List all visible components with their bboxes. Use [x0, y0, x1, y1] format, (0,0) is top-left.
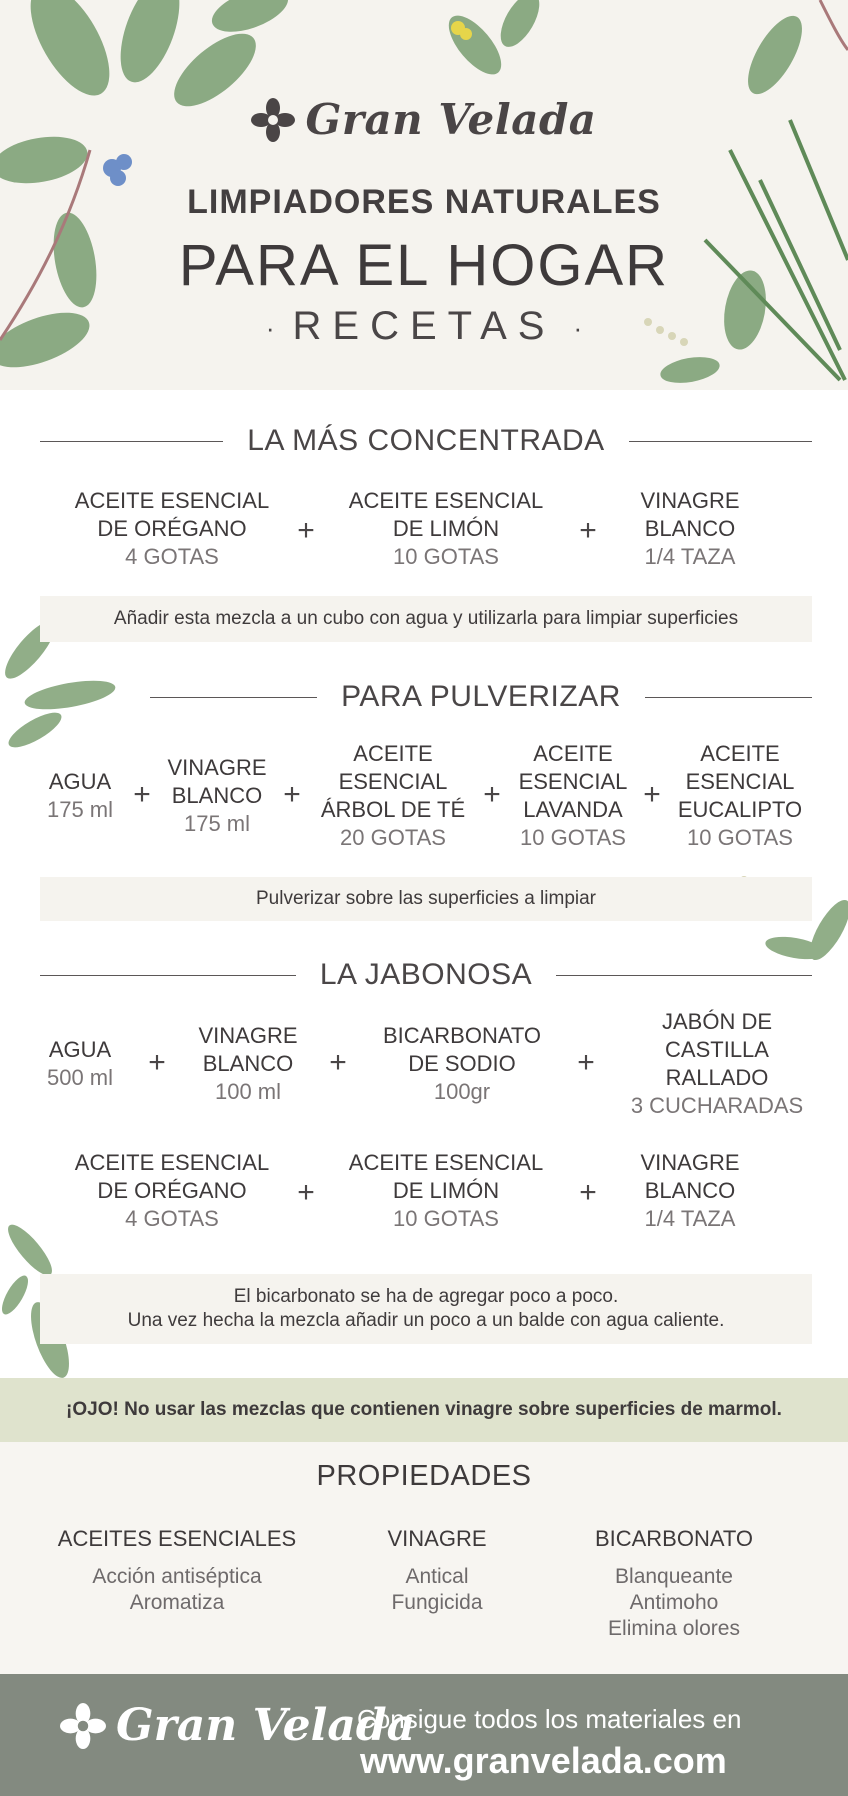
section-title: LA JABONOSA [319, 958, 533, 991]
divider-right [629, 441, 812, 442]
title-dot-right: · [573, 312, 583, 343]
ingredient: ACEITE ESENCIAL DE LIMÓN 10 GOTAS [348, 488, 544, 569]
property-column: BICARBONATO Blanqueante Antimoho Elimina olores [594, 1526, 754, 1640]
plus-sign: + [148, 1046, 166, 1079]
title-line-2: PARA EL HOGAR [178, 233, 670, 298]
properties-section [0, 1442, 848, 1674]
property-column: ACEITES ESENCIALES Acción antiséptica Aromatiza [57, 1526, 297, 1614]
brand-name: Gran Velada [305, 95, 597, 144]
ingredient: ACEITE ESENCIAL EUCALIPTO 10 GOTAS [677, 741, 803, 850]
flower-logo-icon [251, 98, 295, 142]
title-line-1: LIMPIADORES NATURALES [187, 183, 661, 221]
recipe-note: El bicarbonato se ha de agregar poco a poco. Una vez hecha la mezcla añadir un poco a un balde con agua caliente. [40, 1274, 812, 1344]
ingredient: VINAGRE BLANCO 1/4 TAZA [640, 1150, 740, 1231]
section-header-pulverizar [40, 677, 812, 717]
footer-cta: Consigue todos los materiales en [357, 1704, 742, 1734]
ingredient: ACEITE ESENCIAL LAVANDA 10 GOTAS [518, 741, 628, 850]
plus-sign: + [483, 778, 501, 811]
header-banner [0, 0, 848, 390]
divider-left [40, 975, 296, 976]
ingredient: ACEITE ESENCIAL DE ORÉGANO 4 GOTAS [74, 1150, 270, 1231]
brand-logo [0, 95, 848, 144]
ingredient: ACEITE ESENCIAL DE LIMÓN 10 GOTAS [348, 1150, 544, 1231]
ingredient: AGUA 175 ml [46, 769, 114, 822]
ingredient: ACEITE ESENCIAL ÁRBOL DE TÉ 20 GOTAS [320, 741, 466, 850]
ingredient: JABÓN DE CASTILLA RALLADO 3 CUCHARADAS [630, 1009, 804, 1118]
flower-logo-icon [60, 1703, 106, 1749]
ingredient: VINAGRE BLANCO 1/4 TAZA [640, 488, 740, 569]
ingredient: AGUA 500 ml [46, 1037, 114, 1090]
ingredient: ACEITE ESENCIAL DE ORÉGANO 4 GOTAS [74, 488, 270, 569]
warning-banner: ¡OJO! No usar las mezclas que contienen vinagre sobre superficies de marmol. [0, 1378, 848, 1442]
recipe-note: Pulverizar sobre las superficies a limpiar [40, 877, 812, 921]
plus-sign: + [329, 1046, 347, 1079]
recipe-note: Añadir esta mezcla a un cubo con agua y utilizarla para limpiar superficies [40, 596, 812, 642]
divider-left [150, 697, 317, 698]
properties-title: PROPIEDADES [316, 1460, 532, 1492]
footer-url-link[interactable]: www.granvelada.com [360, 1740, 727, 1781]
footer-brand-name: Gran Velada [116, 1700, 416, 1751]
plus-sign: + [579, 514, 597, 547]
ingredient: VINAGRE BLANCO 100 ml [198, 1023, 298, 1104]
divider-left [40, 441, 223, 442]
plus-sign: + [283, 778, 301, 811]
divider-right [556, 975, 812, 976]
plus-sign: + [577, 1046, 595, 1079]
ingredient: BICARBONATO DE SODIO 100gr [382, 1023, 542, 1104]
section-title: PARA PULVERIZAR [341, 680, 621, 713]
ingredient: VINAGRE BLANCO 175 ml [167, 755, 267, 836]
footer [0, 1674, 848, 1796]
plus-sign: + [643, 778, 661, 811]
section-title: LA MÁS CONCENTRADA [247, 424, 605, 457]
section-header-concentrada [40, 421, 812, 461]
divider-right [645, 697, 812, 698]
section-header-jabonosa [40, 955, 812, 995]
title-dot-left: · [265, 312, 275, 343]
title-line-3 [0, 304, 848, 349]
title-recetas: RECETAS [292, 304, 556, 348]
plus-sign: + [579, 1176, 597, 1209]
plus-sign: + [297, 514, 315, 547]
plus-sign: + [297, 1176, 315, 1209]
plus-sign: + [133, 778, 151, 811]
property-column: VINAGRE Antical Fungicida [387, 1526, 487, 1614]
